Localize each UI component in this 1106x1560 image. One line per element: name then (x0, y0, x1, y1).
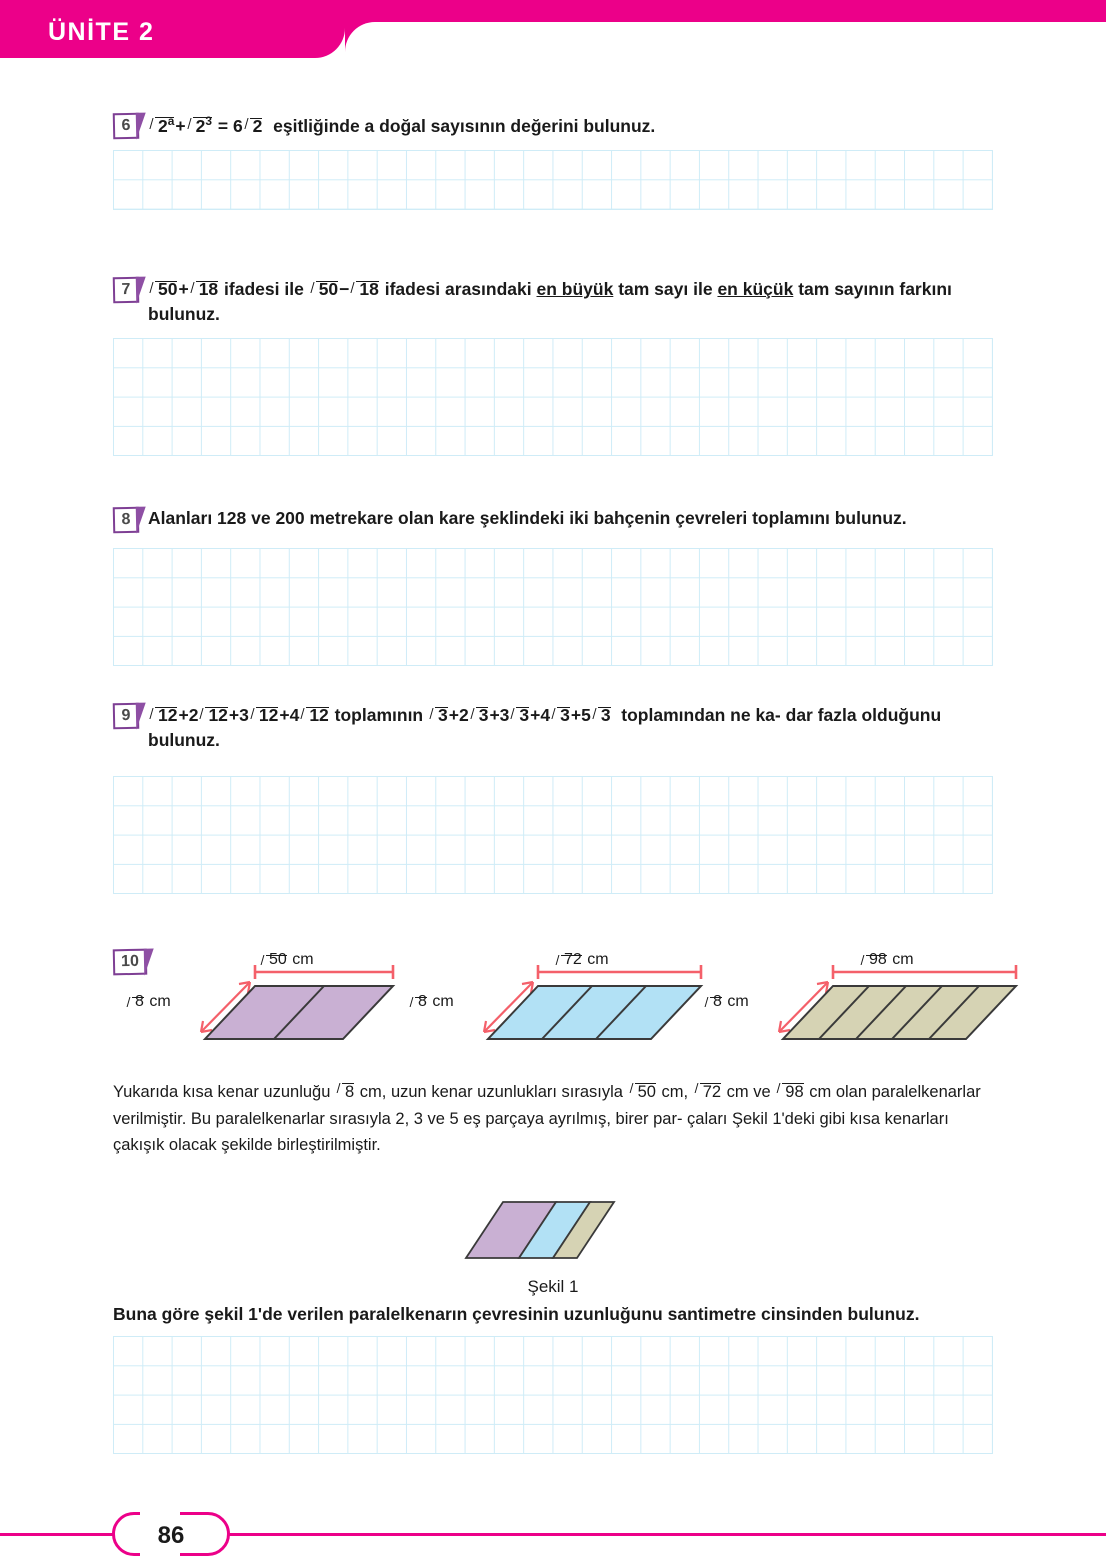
question-6-head (113, 112, 996, 139)
question-10-paragraph: Yukarıda kısa kenar uzunluğu 8 cm, uzun kenar uzunlukları sırasıyla 50 cm, 72 cm ve 98 cm olan paralelkenarlar verilmiştir. Bu paralelkenarlar sırasıyla 2, 3 ve 5 eş parçaya ayrılmış, birer par- çaları Şekil 1'deki gibi kısa kenarları çakışık olacak şekilde birleştirilmiştir. (113, 1078, 1001, 1159)
question-7 (113, 276, 996, 328)
q9-math-2: 3+2 3+3 3+4 3+5 3 (428, 705, 612, 725)
q7-math-1: 50+ 18 (148, 279, 219, 299)
page-number: 86 (157, 1522, 185, 1549)
q9-math-1: 12+2 12+3 12+4 12 (148, 705, 330, 725)
question-9-number: 9 (113, 703, 140, 730)
figure-1-short-label: 8 cm (125, 992, 171, 1011)
parallelogram-figure-3 (713, 950, 1041, 1060)
answer-grid-6[interactable] (113, 150, 993, 210)
parallelogram-figure-2 (418, 950, 731, 1060)
question-9-text: 12+2 12+3 12+4 12 toplamının 3+2 3+3 3+4 3+5 3 toplamından ne ka- dar fazla olduğunu bulunuz. (148, 702, 996, 754)
page-footer (0, 1508, 1106, 1560)
footer-mask-top (140, 1509, 180, 1518)
question-10-number: 10 (113, 949, 148, 976)
answer-grid-9[interactable] (113, 776, 993, 894)
sekil-1-figure (0, 1196, 1106, 1297)
sekil-1-svg (463, 1196, 643, 1266)
sekil-1-caption: Şekil 1 (527, 1277, 579, 1296)
question-7-number: 7 (113, 277, 140, 304)
q7-math-2: 50− 18 (309, 279, 380, 299)
figure-2-short-label: 8 cm (408, 992, 454, 1011)
figure-3-long-label: 98 cm (859, 950, 914, 969)
unit-title: ÜNİTE 2 (48, 18, 155, 46)
answer-grid-7[interactable] (113, 338, 993, 456)
question-8-text: Alanları 128 ve 200 metrekare olan kare şeklindeki iki bahçenin çevreleri toplamını bulunuz. (148, 508, 907, 528)
footer-mask-bottom (140, 1550, 180, 1559)
figure-2-long-label: 72 cm (554, 950, 609, 969)
question-6-number: 6 (113, 113, 140, 140)
question-10-final-text: Buna göre şekil 1'de verilen paralelkenarın çevresinin uzunluğunu santimetre cinsinden bulunuz. (113, 1304, 920, 1324)
question-8 (113, 506, 996, 533)
answer-grid-8[interactable] (113, 548, 993, 666)
header-notch (345, 22, 375, 52)
question-6-text (148, 112, 996, 139)
figure-3-short-label: 8 cm (703, 992, 749, 1011)
parallelogram-figure-1 (135, 950, 448, 1060)
question-8-head (113, 506, 996, 533)
page-header (0, 0, 1106, 72)
q7-underline-2: en küçük (717, 279, 794, 299)
parallelogram-figures (113, 950, 1003, 1060)
question-9 (113, 702, 996, 754)
figure-1-long-label: 50 cm (259, 950, 314, 969)
question-9-head (113, 702, 996, 754)
q7-underline-1: en büyük (536, 279, 614, 299)
question-8-number: 8 (113, 507, 140, 534)
answer-grid-10[interactable] (113, 1336, 993, 1454)
q6-math: $2^a+ 2^3 = 6$ 2 (148, 116, 263, 136)
question-6 (113, 112, 996, 139)
question-7-head (113, 276, 996, 328)
question-10-final (113, 1302, 996, 1327)
question-7-text: 50+ 18 ifadesi ile 50− 18 ifadesi arasındaki en büyük tam sayı ile en küçük tam sayının farkını bulunuz. (148, 276, 996, 328)
q6-sentence: eşitliğinde a doğal sayısının değerini bulunuz. (273, 115, 656, 136)
